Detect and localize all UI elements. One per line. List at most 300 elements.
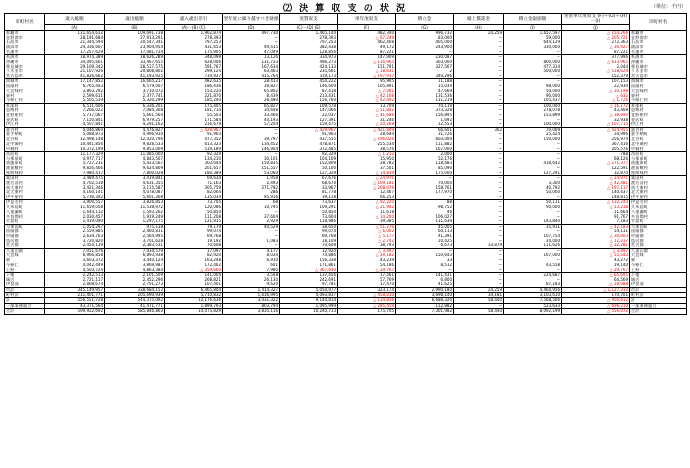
cell-b: 7,034,579 bbox=[105, 248, 165, 253]
cell-g: 41,625 bbox=[396, 282, 454, 287]
cell-e: 4,093,837 bbox=[280, 293, 338, 298]
cell-e: 146,609 bbox=[280, 84, 338, 89]
cell-a: 4,507,841 bbox=[45, 122, 105, 127]
cell-g: 1,692 bbox=[396, 118, 454, 123]
cell-i: 111,626 bbox=[504, 243, 562, 248]
cell-i: 418,642 bbox=[504, 161, 562, 166]
cell-j: △ 154,266 bbox=[562, 31, 630, 36]
cell-g: − bbox=[396, 268, 454, 273]
cell-g: 603,000 bbox=[396, 137, 454, 142]
cell-c: 305,759 bbox=[165, 185, 223, 190]
municipality-name: 本部町 bbox=[5, 103, 45, 108]
municipality-name: 与那国町 bbox=[5, 224, 45, 229]
col-letter-g: (G) bbox=[396, 25, 454, 31]
cell-i: 330,000 bbox=[504, 45, 562, 50]
cell-h: 33,879 bbox=[454, 243, 504, 248]
cell-f: 15,950 bbox=[338, 156, 396, 161]
cell-g: 158,761 bbox=[396, 185, 454, 190]
cell-i: 7,568,566 bbox=[504, 298, 562, 303]
cell-j: △ 1,127,313 bbox=[562, 287, 630, 292]
cell-e: 128,856 bbox=[280, 50, 338, 55]
municipality-name-right: 渡名喜村 bbox=[630, 181, 687, 186]
cell-a: 556,551,728 bbox=[45, 298, 105, 303]
cell-a: 3,863,292 bbox=[45, 89, 105, 94]
cell-a: 6,966,858 bbox=[45, 253, 105, 258]
municipality-name-right: 多良間村 bbox=[630, 214, 687, 219]
cell-c: 348,099 bbox=[165, 55, 223, 60]
cell-h: 24,259 bbox=[454, 287, 504, 292]
cell-j: △ 107,715 bbox=[562, 122, 630, 127]
col-header-i: 積立金取崩額 bbox=[504, 14, 562, 25]
municipality-name: 城辺 bbox=[5, 277, 45, 282]
municipality-name: 八重瀬町 bbox=[5, 210, 45, 215]
cell-g: 52,176 bbox=[396, 156, 454, 161]
cell-f: 37,501 bbox=[338, 166, 396, 171]
cell-c: 163,248 bbox=[165, 258, 223, 263]
cell-g: 111,882 bbox=[396, 142, 454, 147]
cell-j: △ 1,726 bbox=[562, 98, 630, 103]
cell-a: 2,559,885 bbox=[45, 229, 105, 234]
cell-j: △ 42,481 bbox=[562, 181, 630, 186]
cell-j: 7,183 bbox=[562, 219, 630, 224]
cell-a: 4,046,860 bbox=[45, 127, 105, 132]
municipality-name-right: 宮古郡 bbox=[630, 243, 687, 248]
cell-a: 6,765,443 bbox=[45, 84, 105, 89]
cell-h: − bbox=[454, 137, 504, 142]
col-letter-j: (J) bbox=[562, 25, 630, 31]
cell-g: 111,639 bbox=[396, 219, 454, 224]
cell-j: 87,221 bbox=[562, 50, 630, 55]
cell-h: − bbox=[454, 303, 504, 308]
municipality-name-right: 一部事務組合 bbox=[630, 303, 687, 308]
municipality-name-right: 北中城村 bbox=[630, 142, 687, 147]
cell-i: 644,129 bbox=[504, 40, 562, 45]
cell-d: − bbox=[223, 210, 280, 215]
cell-f: 147,909 bbox=[338, 55, 396, 60]
cell-d: 601 bbox=[223, 263, 280, 268]
cell-f: △ 41,686 bbox=[338, 113, 396, 118]
cell-e: 213,431 bbox=[280, 93, 338, 98]
cell-c: 431,653 bbox=[165, 45, 223, 50]
municipality-name: 西原町 bbox=[5, 152, 45, 157]
cell-i: 20,000 bbox=[504, 239, 562, 244]
col-letter-a: (A) bbox=[45, 25, 105, 31]
col-header-d: 翌年度に繰り越すべき財源 bbox=[223, 14, 280, 25]
cell-b: 6,893,938 bbox=[105, 253, 165, 258]
cell-a: 3,421,346 bbox=[45, 185, 105, 190]
cell-i: 98,000 bbox=[504, 84, 562, 89]
cell-b: 3,826,853 bbox=[105, 200, 165, 205]
cell-d: 37,604 bbox=[223, 214, 280, 219]
cell-b: 4,843,507 bbox=[105, 156, 165, 161]
cell-d: − bbox=[223, 234, 280, 239]
cell-e: 69,768 bbox=[280, 234, 338, 239]
municipality-name-right: 糸満市 bbox=[630, 55, 687, 60]
cell-f: △ 5,177 bbox=[338, 234, 396, 239]
cell-b: 5,320,299 bbox=[105, 98, 165, 103]
cell-i: 35,911 bbox=[504, 224, 562, 229]
cell-e: 152,809 bbox=[280, 161, 338, 166]
cell-d: 6,910 bbox=[223, 258, 280, 263]
municipality-name: 上野 bbox=[5, 268, 45, 273]
cell-i: 107,754 bbox=[504, 234, 562, 239]
cell-c: 82,920 bbox=[165, 253, 223, 258]
cell-g: 996,732 bbox=[396, 31, 454, 36]
municipality-name: 金武町 bbox=[5, 118, 45, 123]
cell-a: 5,088,873 bbox=[45, 132, 105, 137]
cell-b: 3,440,124 bbox=[105, 258, 165, 263]
cell-f: △ 21,942 bbox=[338, 205, 396, 210]
cell-e: 81,778 bbox=[280, 190, 338, 195]
cell-b: 5,423,567 bbox=[105, 161, 165, 166]
municipality-name: 八重山郡 bbox=[5, 248, 45, 253]
col-letter-i: (I) bbox=[504, 25, 562, 31]
cell-f: △ 1,212 bbox=[338, 152, 396, 157]
cell-h: − bbox=[454, 210, 504, 215]
cell-j: △ 28,088 bbox=[562, 282, 630, 287]
cell-d: − bbox=[223, 152, 280, 157]
municipality-name-right: 久米島町 bbox=[630, 205, 687, 210]
cell-e: 68,670 bbox=[280, 181, 338, 186]
cell-b: 9,624,809 bbox=[105, 166, 165, 171]
cell-d: − bbox=[223, 40, 280, 45]
cell-a: 345,149,957 bbox=[45, 287, 105, 292]
cell-j: △ 205,721 bbox=[562, 35, 630, 40]
cell-d: 34,648 bbox=[223, 108, 280, 113]
cell-i: 127,291 bbox=[504, 171, 562, 176]
cell-e: 496,273 bbox=[280, 60, 338, 65]
cell-j: △ 3,497 bbox=[562, 248, 630, 253]
cell-h: − bbox=[454, 69, 504, 74]
cell-a: 29,109,342 bbox=[45, 64, 105, 69]
cell-a: 1,644,112 bbox=[45, 210, 105, 215]
cell-h: − bbox=[454, 35, 504, 40]
municipality-name: 那覇市 bbox=[5, 31, 45, 36]
cell-d: 1,958 bbox=[223, 176, 280, 181]
cell-a: 34,095,661 bbox=[45, 60, 105, 65]
municipality-name-right: 大宜味村 bbox=[630, 89, 687, 94]
cell-c: 134,210 bbox=[165, 156, 223, 161]
cell-g: 12,553 bbox=[396, 122, 454, 127]
municipality-name-right: 本部町 bbox=[630, 103, 687, 108]
cell-g: − bbox=[396, 248, 454, 253]
cell-e: 235,661 bbox=[280, 69, 338, 74]
municipality-name-right: 伊是名村 bbox=[630, 200, 687, 205]
municipality-name-right: 宮古島市 bbox=[630, 74, 687, 79]
cell-c: 1,962,874 bbox=[165, 31, 223, 36]
cell-h: − bbox=[454, 205, 504, 210]
cell-b: 6,579,007 bbox=[105, 84, 165, 89]
cell-g: 6,688,320 bbox=[396, 298, 454, 303]
cell-a: 3,720,820 bbox=[45, 239, 105, 244]
cell-e: 99,074 bbox=[280, 229, 338, 234]
cell-g: 373,328 bbox=[396, 108, 454, 113]
municipality-name-right: 金武町 bbox=[630, 118, 687, 123]
cell-j: 377,996 bbox=[562, 55, 630, 60]
cell-b: 2,101,509 bbox=[105, 273, 165, 278]
cell-a: 4,503,724 bbox=[45, 268, 105, 273]
cell-d: 1,616,995 bbox=[223, 293, 280, 298]
municipality-name-right: 石垣市 bbox=[630, 40, 687, 45]
cell-g: 150,643 bbox=[396, 253, 454, 258]
header-row bbox=[5, 14, 687, 25]
cell-e: 73,637 bbox=[280, 200, 338, 205]
cell-f: 175,705 bbox=[338, 309, 396, 314]
cell-e: 382,438 bbox=[280, 45, 338, 50]
cell-h: − bbox=[454, 185, 504, 190]
municipality-name: 北谷町 bbox=[5, 137, 45, 142]
cell-i: 150,000 bbox=[504, 137, 562, 142]
cell-g: 112,882 bbox=[396, 303, 454, 308]
cell-a: 5,505,539 bbox=[45, 98, 105, 103]
municipality-name-right: 中城村 bbox=[630, 147, 687, 152]
cell-j: △ 632 bbox=[562, 93, 630, 98]
table-row bbox=[5, 309, 687, 314]
cell-h: − bbox=[454, 40, 504, 45]
cell-b: 4,863,384 bbox=[105, 268, 165, 273]
cell-e: 278,393 bbox=[280, 35, 338, 40]
cell-g: 175,000 bbox=[396, 171, 454, 176]
cell-a: 2,454,139 bbox=[45, 243, 105, 248]
municipality-name: 粟国村 bbox=[5, 176, 45, 181]
municipality-name: 宜野湾市 bbox=[5, 35, 45, 40]
municipality-name: 沖縄市 bbox=[5, 60, 45, 65]
cell-g: 340,296 bbox=[396, 74, 454, 79]
municipality-name-right: 読谷村 bbox=[630, 127, 687, 132]
cell-g: 141,431 bbox=[396, 273, 454, 278]
municipality-name-right: 伊平屋村 bbox=[630, 195, 687, 200]
cell-h: − bbox=[454, 84, 504, 89]
cell-g: 6,673 bbox=[396, 243, 454, 248]
cell-e: 87,418 bbox=[280, 89, 338, 94]
cell-e: 127,391 bbox=[280, 118, 338, 123]
municipality-name-right: 与那国町 bbox=[630, 224, 687, 229]
municipality-name-right: 竹富町 bbox=[630, 219, 687, 224]
cell-f: 13,709 bbox=[338, 103, 396, 108]
cell-d: 8,439 bbox=[223, 93, 280, 98]
cell-f: △ 208,076 bbox=[338, 185, 396, 190]
cell-b: 33,467,655 bbox=[105, 60, 165, 65]
cell-b: 4,078,087 bbox=[105, 190, 165, 195]
municipality-name-right: 八重山郡 bbox=[630, 248, 687, 253]
cell-d: 26,130 bbox=[223, 277, 280, 282]
cell-e: 118,986 bbox=[280, 219, 338, 224]
cell-j: △ 518,629 bbox=[562, 69, 630, 74]
cell-e: 18,109 bbox=[280, 239, 338, 244]
cell-d: 28,480 bbox=[223, 98, 280, 103]
cell-b: 6,979,257 bbox=[105, 118, 165, 123]
cell-h: − bbox=[454, 89, 504, 94]
municipality-name: 久米島町 bbox=[5, 205, 45, 210]
cell-f: △ 24,971 bbox=[338, 176, 396, 181]
cell-e: 22,037 bbox=[280, 113, 338, 118]
cell-d: 151,557 bbox=[223, 166, 280, 171]
cell-d: 65,802 bbox=[223, 89, 280, 94]
cell-c: 628,006 bbox=[165, 60, 223, 65]
cell-h: − bbox=[454, 195, 504, 200]
municipality-name: 宮古島市 bbox=[5, 74, 45, 79]
cell-e: 478,871 bbox=[280, 142, 338, 147]
cell-j: △ 55,543 bbox=[562, 253, 630, 258]
cell-e: 109,578 bbox=[280, 103, 338, 108]
cell-c: 79,179 bbox=[165, 224, 223, 229]
col-letter-b: (B) bbox=[105, 25, 165, 31]
cell-h: − bbox=[454, 142, 504, 147]
cell-f: △ 109,181 bbox=[338, 181, 396, 186]
cell-a: 5,727,211 bbox=[45, 161, 105, 166]
cell-f: △ 92,220 bbox=[338, 200, 396, 205]
municipality-name-right: 豊見城市 bbox=[630, 64, 687, 69]
cell-i: 100,000 bbox=[504, 103, 562, 108]
cell-h: − bbox=[454, 277, 504, 282]
col-header-c: 歳入歳出差引 bbox=[165, 14, 223, 25]
cell-a: 2,721,117 bbox=[45, 277, 105, 282]
cell-d: 53,060 bbox=[223, 171, 280, 176]
cell-b: 1,297,175 bbox=[105, 219, 165, 224]
cell-h: − bbox=[454, 50, 504, 55]
cell-c: 175,405 bbox=[165, 103, 223, 108]
cell-a: 10,441,856 bbox=[45, 142, 105, 147]
cell-a: 7,150,841 bbox=[45, 118, 105, 123]
cell-c: 55,503 bbox=[165, 113, 223, 118]
cell-c: 482,635 bbox=[165, 79, 223, 84]
cell-g: 45,005 bbox=[396, 224, 454, 229]
cell-i: − bbox=[504, 118, 562, 123]
cell-j: 272,363 bbox=[562, 40, 630, 45]
cell-h: − bbox=[454, 113, 504, 118]
municipality-name: 伊江村 bbox=[5, 122, 45, 127]
cell-b: 1,919,249 bbox=[105, 214, 165, 219]
municipality-name-right: 南大東村 bbox=[630, 185, 687, 190]
cell-g: 167,000 bbox=[396, 147, 454, 152]
municipality-name-right: 上野 bbox=[630, 268, 687, 273]
cell-b: 2,460,811 bbox=[105, 229, 165, 234]
cell-d: − bbox=[223, 35, 280, 40]
cell-d: 10,795 bbox=[223, 205, 280, 210]
cell-j: 152,379 bbox=[562, 74, 630, 79]
cell-f: △ 421,849 bbox=[338, 127, 396, 132]
municipality-name: 東 bbox=[5, 258, 45, 263]
cell-g: 70,000 bbox=[396, 181, 454, 186]
cell-a: 3,900,557 bbox=[45, 200, 105, 205]
cell-b: 4,476,827 bbox=[105, 127, 165, 132]
cell-i: 43,558 bbox=[504, 263, 562, 268]
cell-d: 1,083 bbox=[223, 239, 280, 244]
cell-i: 105,437 bbox=[504, 98, 562, 103]
cell-b: 544,375,092 bbox=[105, 298, 165, 303]
cell-f: 255,534 bbox=[338, 142, 396, 147]
cell-j: △ 424,955 bbox=[562, 127, 630, 132]
cell-f: 87,221 bbox=[338, 50, 396, 55]
cell-a: 18,974,389 bbox=[45, 55, 105, 60]
cell-i: − bbox=[504, 142, 562, 147]
cell-d: 8,034 bbox=[223, 253, 280, 258]
cell-b: 4,631,355 bbox=[105, 181, 165, 186]
cell-d: 13,126 bbox=[223, 55, 280, 60]
cell-h: 302 bbox=[454, 127, 504, 132]
cell-a: 21,107,926 bbox=[45, 69, 105, 74]
cell-d: 63,463 bbox=[223, 69, 280, 74]
cell-h: − bbox=[454, 64, 504, 69]
cell-f: 17,561 bbox=[338, 273, 396, 278]
cell-e: 91,963 bbox=[280, 132, 338, 137]
municipality-name: 北大東村 bbox=[5, 190, 45, 195]
cell-j: △ 956,612 bbox=[562, 298, 630, 303]
cell-e: △ 367,640 bbox=[280, 268, 338, 273]
cell-a: 4,042,449 bbox=[45, 263, 105, 268]
cell-c: 734,937 bbox=[165, 74, 223, 79]
cell-b: 2,564,995 bbox=[105, 234, 165, 239]
cell-h: 34,181 bbox=[454, 293, 504, 298]
cell-f: 105,891 bbox=[338, 84, 396, 89]
municipality-name: 南城市 bbox=[5, 79, 45, 84]
cell-e: 104,109 bbox=[280, 156, 338, 161]
cell-i: − bbox=[504, 156, 562, 161]
cell-i: 3,103,610 bbox=[504, 293, 562, 298]
cell-j: 256,974 bbox=[562, 137, 630, 142]
cell-b: 20,808,802 bbox=[105, 69, 165, 74]
cell-g: 31,726 bbox=[396, 132, 454, 137]
cell-e: 92,329 bbox=[280, 152, 338, 157]
cell-b: 23,904,954 bbox=[105, 45, 165, 50]
cell-j: 43,408 bbox=[562, 108, 630, 113]
municipality-name-right: 東村 bbox=[630, 93, 687, 98]
cell-a: 2,599,611 bbox=[45, 93, 105, 98]
cell-d: 49,415 bbox=[223, 45, 280, 50]
municipality-name: 今帰仁 bbox=[5, 263, 45, 268]
cell-b: 109,691,738 bbox=[105, 31, 165, 36]
municipality-name-right: 市計 bbox=[630, 287, 687, 292]
cell-j: 788 bbox=[562, 152, 630, 157]
municipality-name: 伊平屋村 bbox=[5, 195, 45, 200]
cell-f: 12,467 bbox=[338, 190, 396, 195]
cell-a: 111,654,612 bbox=[45, 31, 105, 36]
cell-j: 140,437 bbox=[562, 190, 630, 195]
municipality-name: 嘉手納町 bbox=[5, 132, 45, 137]
cell-c: △ 429,967 bbox=[165, 127, 223, 132]
cell-i: 800,000 bbox=[504, 60, 562, 65]
cell-g: 85,090 bbox=[396, 166, 454, 171]
cell-i: − bbox=[504, 258, 562, 263]
cell-c: 278,393 bbox=[165, 35, 223, 40]
cell-d: − bbox=[223, 243, 280, 248]
cell-i: − bbox=[504, 50, 562, 55]
cell-g: 88 bbox=[396, 200, 454, 205]
municipality-name-right: うるま市 bbox=[630, 69, 687, 74]
municipality-name: 南大東村 bbox=[5, 185, 45, 190]
cell-d: 271,792 bbox=[223, 185, 280, 190]
cell-c: 477,352 bbox=[165, 137, 223, 142]
cell-i: 40,792 bbox=[504, 185, 562, 190]
municipality-name-right: 町村計 bbox=[630, 293, 687, 298]
cell-g: 2 bbox=[396, 69, 454, 74]
municipality-name-right: 北大東村 bbox=[630, 190, 687, 195]
cell-d: 33,466 bbox=[223, 113, 280, 118]
cell-e: 127,329 bbox=[280, 171, 338, 176]
cell-j: 107,153 bbox=[562, 79, 630, 84]
cell-h: − bbox=[454, 122, 504, 127]
cell-b: 16,665,217 bbox=[105, 79, 165, 84]
cell-j: 122,591 bbox=[562, 166, 630, 171]
cell-f: △ 134,836 bbox=[338, 298, 396, 303]
cell-c: 613,323 bbox=[165, 142, 223, 147]
municipality-name: 渡名喜村 bbox=[5, 181, 45, 186]
cell-j: 32,870 bbox=[562, 171, 630, 176]
cell-j: 19,140 bbox=[562, 263, 630, 268]
cell-a: 1,419,090 bbox=[45, 219, 105, 224]
cell-f: △ 20,268 bbox=[338, 122, 396, 127]
municipality-name-right: 今帰仁村 bbox=[630, 98, 687, 103]
